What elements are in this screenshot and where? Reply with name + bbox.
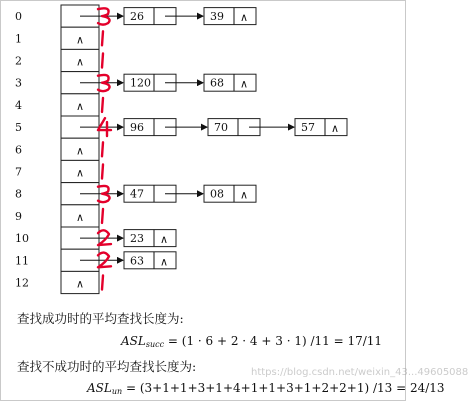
fail-formula-sub: un <box>111 387 123 396</box>
node-key: 08 <box>210 187 224 201</box>
bucket-index: 1 <box>15 32 22 46</box>
bucket-index: 9 <box>15 209 22 223</box>
success-heading: 查找成功时的平均查找长度为: <box>17 311 184 326</box>
node-key: 57 <box>301 121 315 135</box>
node-key: 96 <box>130 121 144 135</box>
fail-formula-lhs: ASL <box>87 381 112 395</box>
null-pointer: ∧ <box>160 233 169 247</box>
node-key: 26 <box>130 10 144 24</box>
null-pointer: ∧ <box>240 77 249 91</box>
bucket-index: 8 <box>15 187 22 201</box>
handwritten-count <box>102 165 103 179</box>
null-pointer: ∧ <box>76 99 85 113</box>
node-key: 23 <box>130 232 144 246</box>
bucket-index: 0 <box>15 10 22 24</box>
handwritten-count <box>102 209 103 223</box>
null-pointer: ∧ <box>76 144 85 158</box>
fail-formula <box>87 381 445 396</box>
bucket-index: 12 <box>15 276 29 290</box>
null-pointer: ∧ <box>240 188 249 202</box>
handwritten-count <box>102 98 103 112</box>
null-pointer: ∧ <box>240 11 249 25</box>
separate-chaining-diagram <box>1 1 407 301</box>
handwritten-count <box>102 31 103 45</box>
node-key: 70 <box>214 121 228 135</box>
null-pointer: ∧ <box>160 255 169 269</box>
node-key: 68 <box>210 76 224 90</box>
handwritten-count <box>102 54 103 68</box>
bucket-index: 2 <box>15 54 22 68</box>
null-pointer: ∧ <box>76 33 85 47</box>
success-formula <box>121 334 382 349</box>
success-formula-rhs: = (1 · 6 + 2 · 4 + 3 · 1) /11 = 17/11 <box>167 334 383 348</box>
bucket-index: 3 <box>15 76 22 90</box>
success-formula-lhs: ASL <box>121 334 146 348</box>
fail-heading: 查找不成功时的平均查找长度为: <box>17 359 197 374</box>
null-pointer: ∧ <box>76 55 85 69</box>
node-key: 47 <box>130 187 144 201</box>
bucket-index: 5 <box>15 121 22 135</box>
watermark: https://blog.csdn.net/weixin_43...49605088 <box>251 367 468 378</box>
bucket-index: 10 <box>15 232 29 246</box>
success-formula-sub: succ <box>145 340 165 349</box>
node-key: 63 <box>130 254 144 268</box>
fail-formula-rhs: = (3+1+1+3+1+4+1+1+3+1+2+2+1) /13 = 24/13 <box>126 381 445 395</box>
null-pointer: ∧ <box>331 122 340 136</box>
bucket-index: 6 <box>15 143 22 157</box>
node-key: 120 <box>130 76 151 90</box>
handwritten-count <box>102 142 103 156</box>
bucket-index: 4 <box>15 98 22 112</box>
node-key: 39 <box>210 10 224 24</box>
null-pointer: ∧ <box>76 166 85 180</box>
null-pointer: ∧ <box>76 210 85 224</box>
null-pointer: ∧ <box>76 277 85 291</box>
bucket-index: 7 <box>15 165 22 179</box>
bucket-index: 11 <box>15 254 29 268</box>
handwritten-count <box>102 276 103 290</box>
